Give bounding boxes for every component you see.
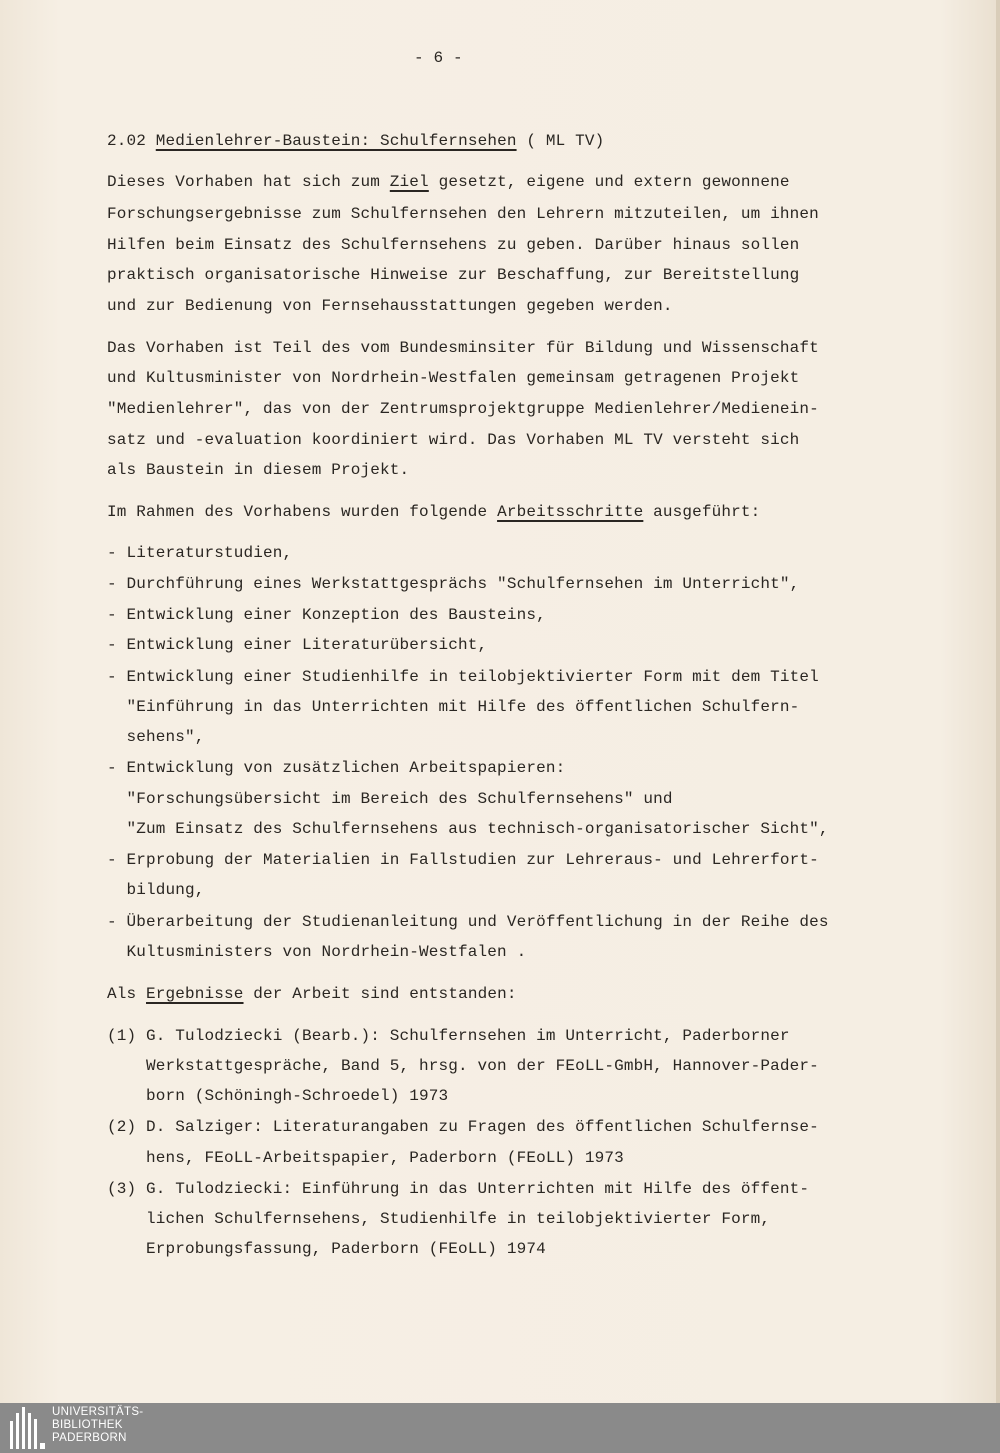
result-item: born (Schöningh-Schroedel) 1973 [107,1087,449,1105]
result-item: (2) D. Salziger: Literaturangaben zu Fragen des öffentlichen Schulfernse- [107,1118,819,1136]
list-item: - Entwicklung einer Studienhilfe in teilobjektivierter Form mit dem Titel [107,668,819,686]
para1-line4: praktisch organisatorische Hinweise zur Beschaffung, zur Bereitstellung [107,266,800,284]
list-item: - Durchführung eines Werkstattgesprächs "Schulfernsehen im Unterricht", [107,575,800,593]
para1-line3: Hilfen beim Einsatz des Schulfernsehens zu geben. Darüber hinaus sollen [107,236,800,254]
list-item: bildung, [107,881,205,899]
result-item: lichen Schulfernsehens, Studienhilfe in teilobjektivierter Form, [107,1210,771,1228]
list-item: - Entwicklung einer Konzeption des Bausteins, [107,606,546,624]
list-item: "Zum Einsatz des Schulfernsehens aus technisch-organisatorischer Sicht", [107,820,829,838]
result-item: hens, FEoLL-Arbeitspapier, Paderborn (FEoLL) 1973 [107,1149,624,1167]
library-footer [0,1403,1000,1453]
list-item: - Literaturstudien, [107,544,293,562]
para3-keyword-arbeitsschritte: Arbeitsschritte [497,503,644,521]
list-item: - Entwicklung einer Literaturübersicht, [107,636,488,654]
para4 [107,984,517,1004]
list-item: - Überarbeitung der Studienanleitung und Veröffentlichung in der Reihe des [107,913,829,931]
page-number: - 6 - [414,49,463,67]
list-item: - Entwicklung von zusätzlichen Arbeitspapieren: [107,759,566,777]
result-item: (1) G. Tulodziecki (Bearb.): Schulfernsehen im Unterricht, Paderborner [107,1027,790,1045]
para1-keyword-ziel: Ziel [389,173,429,191]
para1-text: gesetzt, eigene und extern gewonnene [428,173,790,191]
para4-text: der Arbeit sind entstanden: [243,985,517,1003]
para3 [107,502,760,522]
para4-keyword-ergebnisse: Ergebnisse [146,985,244,1003]
list-item: - Erprobung der Materialien in Fallstudien zur Lehreraus- und Lehrerfort- [107,851,819,869]
list-item: "Einführung in das Unterrichten mit Hilfe des öffentlichen Schulfern- [107,698,800,716]
para2-line3: "Medienlehrer", das von der Zentrumsprojektgruppe Medienlehrer/Medienein- [107,400,819,418]
heading-title: Medienlehrer-Baustein: Schulfernsehen [155,132,517,150]
para1-text: Dieses Vorhaben hat sich zum [107,173,390,191]
para2-line5: als Baustein in diesem Projekt. [107,461,410,479]
list-item: Kultusministers von Nordrhein-Westfalen . [107,943,527,961]
library-logo-icon [10,1407,48,1449]
result-item: Werkstattgespräche, Band 5, hrsg. von der FEoLL-GmbH, Hannover-Pader- [107,1057,819,1075]
para2-line2: und Kultusminister von Nordrhein-Westfalen gemeinsam getragenen Projekt [107,369,800,387]
section-heading [107,131,604,151]
library-name-line: UNIVERSITÄTS- [52,1406,144,1418]
para1-line2: Forschungsergebnisse zum Schulfernsehen den Lehrern mitzuteilen, um ihnen [107,205,819,223]
list-item: sehens", [107,728,205,746]
para1-line1 [107,172,790,192]
heading-suffix: ( ML TV) [516,132,605,150]
para3-text: Im Rahmen des Vorhabens wurden folgende [107,503,498,521]
page-edge [996,0,1000,1403]
para4-text: Als [107,985,147,1003]
para2-line1: Das Vorhaben ist Teil des vom Bundesminsiter für Bildung und Wissenschaft [107,339,819,357]
para2-line4: satz und -evaluation koordiniert wird. Das Vorhaben ML TV versteht sich [107,431,800,449]
library-name-line: BIBLIOTHEK [52,1419,123,1431]
result-item: Erprobungsfassung, Paderborn (FEoLL) 1974 [107,1240,546,1258]
list-item: "Forschungsübersicht im Bereich des Schulfernsehens" und [107,790,673,808]
library-name [52,1406,143,1445]
result-item: (3) G. Tulodziecki: Einführung in das Unterrichten mit Hilfe des öffent- [107,1180,810,1198]
heading-number: 2.02 [107,132,156,150]
library-name-line: PADERBORN [52,1432,127,1444]
para3-text: ausgeführt: [643,503,761,521]
para1-line5: und zur Bedienung von Fernsehausstattungen gegeben werden. [107,297,673,315]
